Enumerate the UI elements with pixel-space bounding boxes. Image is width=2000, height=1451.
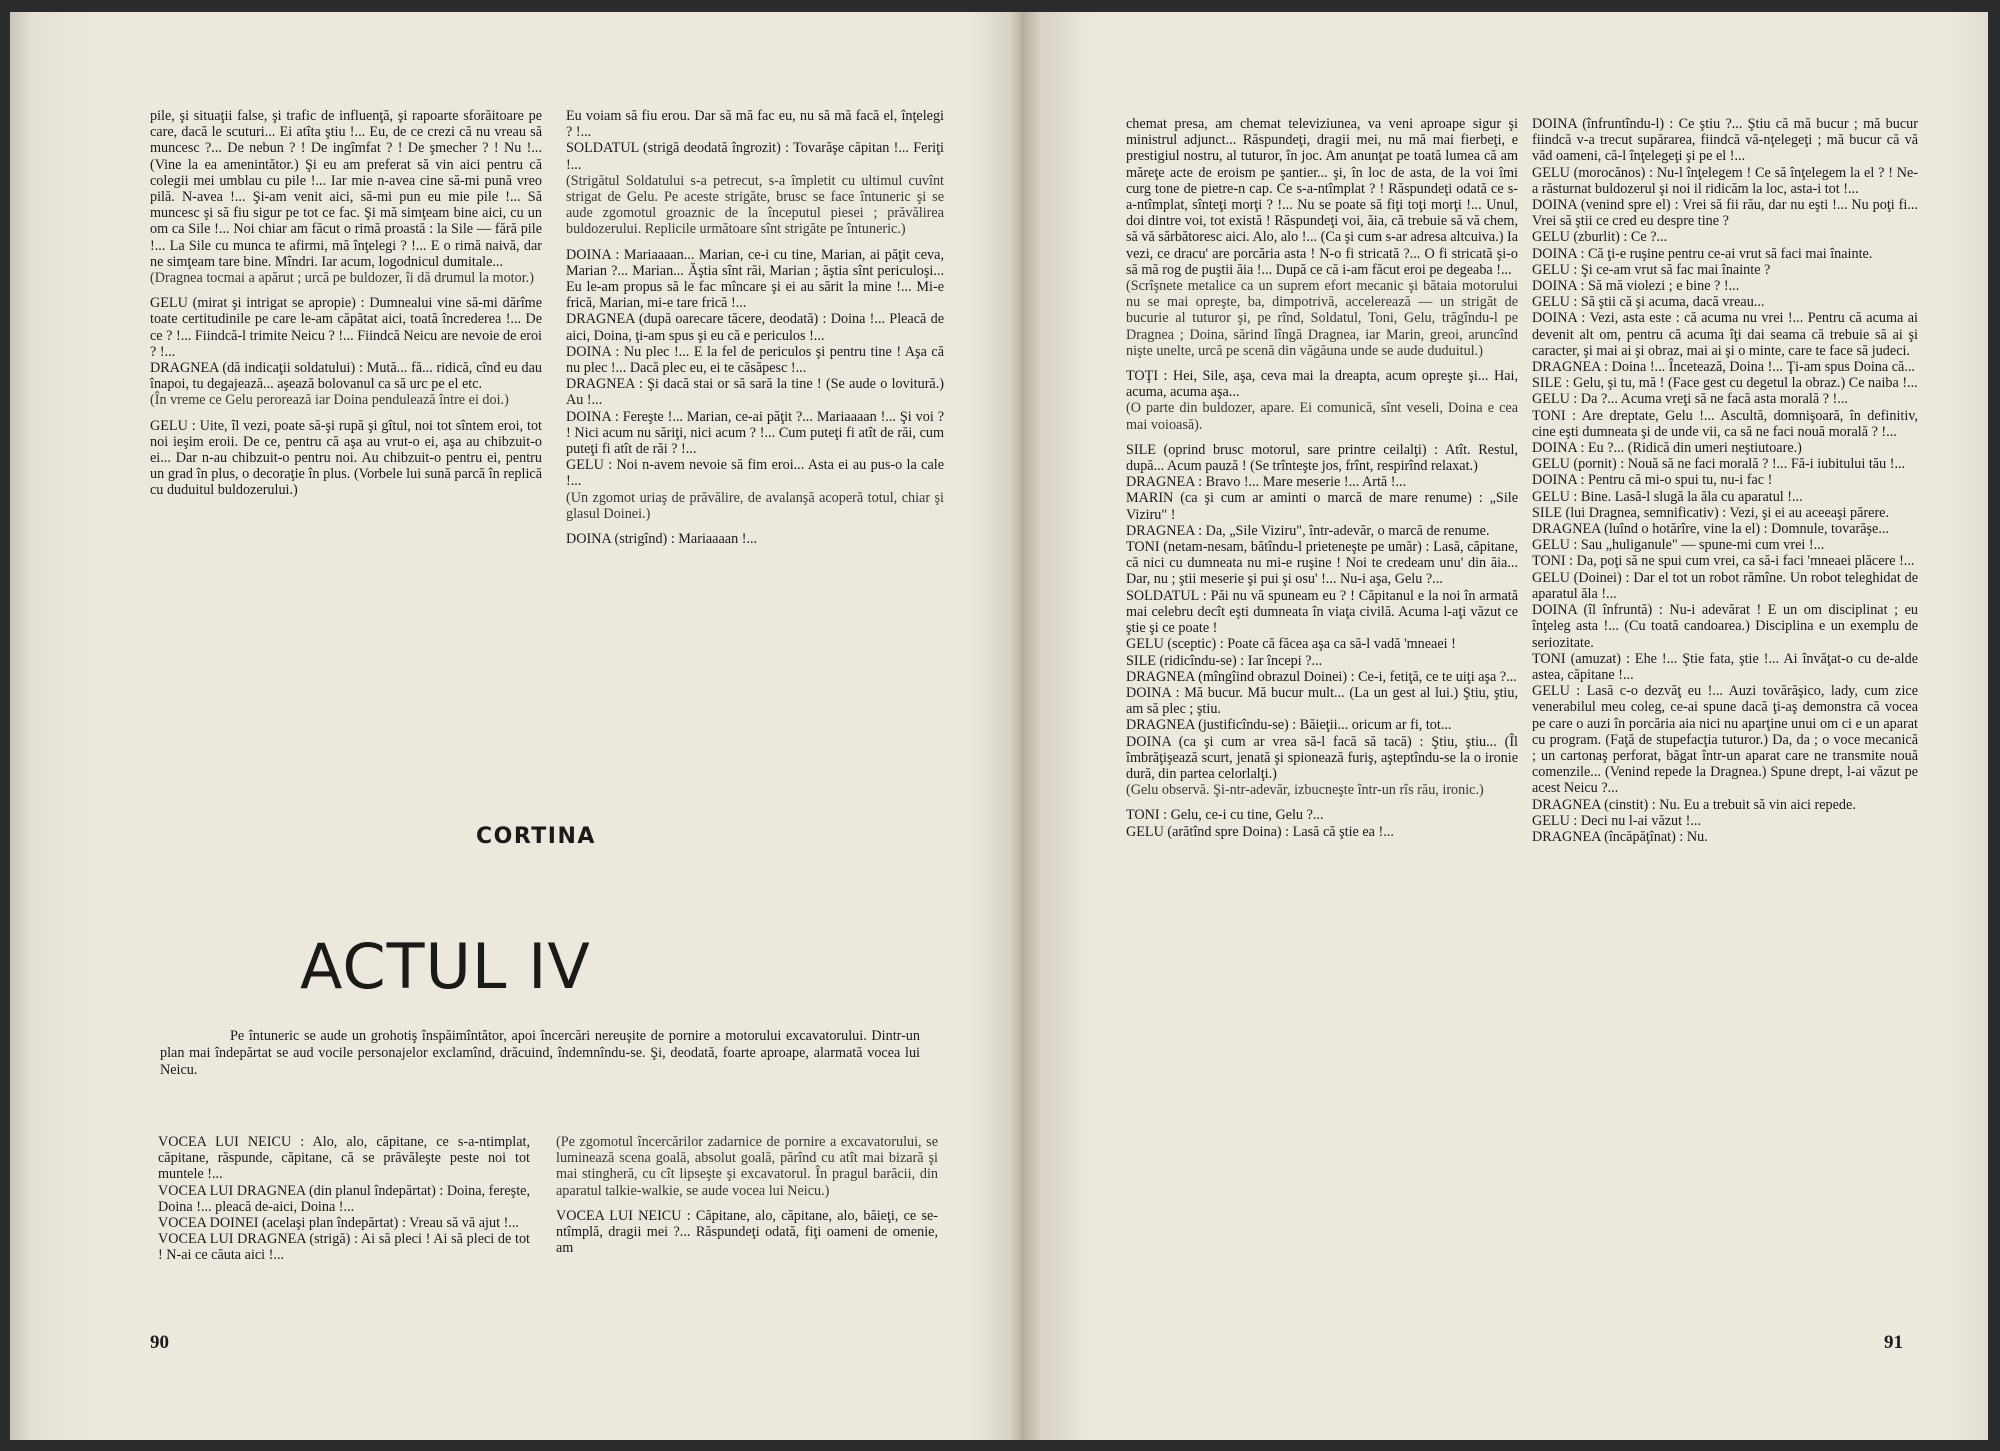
dialogue-paragraph: Eu voiam să fiu erou. Dar să mă fac eu, nu să mă facă el, înţelegi ? !... [566, 108, 944, 141]
dialogue-paragraph: TOŢI : Hei, Sile, aşa, ceva mai la dreapta, acum opreşte şi... Hai, acuma, acuma aşa... [1126, 368, 1518, 401]
dialogue-paragraph: DRAGNEA (luînd o hotărîre, vine la el) : Domnule, tovarăşe... [1532, 521, 1889, 538]
dialogue-paragraph: DOINA : Că ţi-e ruşine pentru ce-ai vrut să faci mai înainte. [1532, 245, 1873, 262]
dialogue-paragraph: GELU (mirat şi intrigat se apropie) : Dumnealui vine să-mi dărîme toate certitudinile pe care le-am căpătat aici, toată încrederea !... De ce ? !... Fiindcă-l trimite Neicu ? !... Fiindcă Neicu are nevoie de eroi ? !... [150, 295, 542, 360]
dialogue-paragraph: GELU (arătînd spre Doina) : Lasă că ştie ea !... [1126, 823, 1394, 840]
dialogue-paragraph: VOCEA LUI NEICU : Alo, alo, căpitane, ce s-a-ntimplat, căpitane, răspunde, căpitane, că se prăvăleşte peste noi tot muntele !... [158, 1134, 530, 1183]
dialogue-paragraph: GELU : Lasă c-o dezvăţ eu !... Auzi tovărăşico, lady, cum zice venerabilul meu coleg, ce-ai spune dacă ţi-aş demonstra că vocea pe care o auzi în porcăria aia nici nu aparţine unui om ci e un aparat cu program. (Faţă de stupefacţia tuturor.) Da, da ; o voce mecanică ; un cartonaş perforat, băgat într-un aparat care ne transmite nouă comenzile... (Venind repede la Dragnea.) Spune drept, l-ai văzut pe acest Neicu ?... [1532, 683, 1918, 797]
dialogue-paragraph: VOCEA LUI DRAGNEA (din planul îndepărtat) : Doina, fereşte, Doina !... pleacă de-aici, Doina !... [158, 1182, 530, 1215]
left-column-1 [150, 108, 542, 499]
right-column-1 [1126, 116, 1518, 840]
dialogue-paragraph: DRAGNEA : Da, „Sile Viziru", într-adevăr, o marcă de renume. [1126, 522, 1490, 539]
right-page [1022, 12, 1988, 1440]
left-column-4 [556, 1134, 938, 1256]
dialogue-paragraph: chemat presa, am chemat televiziunea, va veni aproape sigur şi ministrul adjunct... Răspundeţi, dragii mei, nu mă mai fierbeţi, e prestigiul nostru, al tuturor, în joc. Am anunţat pe toată lumea că am măreţe acte de eroism pe şantier... şi, în loc de asta, de la voi îmi curg tone de pietre-n cap. Ce s-a-ntîmplat ? ! Răspundeţi odată ce s-a-ntîmplat, sînteţi morţi ? !... Nu se poate să fiţi toţi morţi !... Unul, doi dintre voi, tot există ! Răspundeţi voi, ăia, că trebuie să vă chem, să vă sărbătoresc aici. Alo, alo !... (Ca şi cum s-ar adresa altcuiva.) Ia vezi, ce dracu' are porcăria asta ! N-o fi stricată ?... O fi stricată şi-o să mă rog de puştii ăia !... După ce că i-am făcut eroi pe degeaba !... [1126, 116, 1518, 278]
dialogue-paragraph: DOINA : Eu ?... (Ridică din umeri neştiutoare.) [1532, 440, 1802, 457]
book-spread [10, 12, 1988, 1440]
dialogue-paragraph: GELU (morocănos) : Nu-l înţelegem ! Ce să înţelegem la el ? ! Ne-a răsturnat buldozerul şi noi il ridicăm la loc, asta-i tot !... [1532, 164, 1918, 197]
dialogue-paragraph: TONI : Da, poţi să ne spui cum vrei, ca să-i faci 'mneaei plăcere !... [1532, 553, 1915, 570]
dialogue-paragraph: DRAGNEA (cinstit) : Nu. Eu a trebuit să vin aici repede. [1532, 796, 1856, 813]
dialogue-paragraph: SOLDATUL : Păi nu vă spuneam eu ? ! Căpitanul e la noi în armată mai celebru decît eşti dumneata în viaţa civilă. Acuma l-aţi văzut ce ştie şi ce poate ! [1126, 587, 1518, 637]
dialogue-paragraph: GELU : Da ?... Acuma vreţi să ne facă asta morală ? !... [1532, 391, 1848, 408]
stage-direction: (Scrîşnete metalice ca un suprem efort mecanic şi bătaia motorului nu se mai opreşte, ba, dimpotrivă, accelerează — un strigăt de bucurie al tuturor şi, pe rînd, Soldatul, Toni, Gelu, trăgîndu-l pe Dragnea ; Doina, sărind lîngă Dragnea, iar Marin, greoi, aruncînd nişte unelte, urcă pe scenă din văgăuna unde se aude duduitul.) [1126, 278, 1518, 359]
dialogue-paragraph: DRAGNEA : Bravo !... Mare meserie !... Artă !... [1126, 474, 1407, 491]
dialogue-paragraph: DRAGNEA : Şi dacă stai or să sară la tine ! (Se aude o lovitură.) Au !... [566, 376, 944, 409]
dialogue-paragraph: GELU : Bine. Lasă-l slugă la ăla cu aparatul !... [1532, 488, 1803, 505]
dialogue-paragraph: SILE (ridicîndu-se) : Iar începi ?... [1126, 652, 1323, 669]
dialogue-paragraph: MARIN (ca şi cum ar aminti o marcă de mare renume) : „Sile Viziru" ! [1126, 490, 1518, 523]
dialogue-paragraph: VOCEA LUI DRAGNEA (strigă) : Ai să pleci ! Ai să pleci de tot ! N-ai ce căuta aici !... [158, 1231, 530, 1264]
dialogue-paragraph: GELU : Să ştii că şi acuma, dacă vreau... [1532, 294, 1765, 311]
stage-direction: (Dragnea tocmai a apărut ; urcă pe buldozer, îi dă drumul la motor.) [150, 270, 534, 287]
dialogue-paragraph: GELU : Noi n-avem nevoie să fim eroi... Asta ei au pus-o la cale !... [566, 457, 944, 490]
dialogue-paragraph: TONI : Are dreptate, Gelu !... Ascultă, domnişoară, în definitiv, cine eşti dumneata şi de unde vii, ca să ne faci nouă morală ? !... [1532, 407, 1918, 440]
dialogue-paragraph: GELU : Sau „huliganule" — spune-mi cum vrei !... [1532, 537, 1825, 554]
stage-direction: (O parte din buldozer, apare. Ei comunică, sînt veseli, Doina e cea mai voioasă). [1126, 400, 1518, 433]
dialogue-paragraph: DOINA (îl înfruntă) : Nu-i adevărat ! E un om disciplinat ; eu înţeleg asta !... (Cu toată candoarea.) Disciplina e un exemplu de seriozitate. [1532, 602, 1918, 651]
dialogue-paragraph: TONI (amuzat) : Ehe !... Ştie fata, ştie !... Ai învăţat-o cu de-alde astea, căpitane !... [1532, 650, 1918, 683]
dialogue-paragraph: DRAGNEA (mîngîind obrazul Doinei) : Ce-i, fetiţă, ce te uiţi aşa ?... [1126, 668, 1517, 685]
act-intro-stage-direction: Pe întuneric se aude un grohotiş înspăimîntător, apoi încercări nereuşite de pornire a motorului excavatorului. Dintr-un plan mai îndepărtat se aud vocile personajelor exclamînd, drăcuind, îndemnîndu-se. Şi, deodată, foarte aproape, alarmată vocea lui Neicu. [160, 1028, 920, 1078]
page-number-left: 90 [150, 1332, 169, 1353]
dialogue-paragraph: DOINA : Să mă violezi ; e bine ? !... [1532, 278, 1740, 295]
left-page [10, 12, 1022, 1440]
dialogue-paragraph: DRAGNEA : Doina !... Încetează, Doina !... Ţi-am spus Doina că... [1532, 359, 1915, 376]
dialogue-paragraph: TONI (netam-nesam, bătîndu-l prieteneşte pe umăr) : Lasă, căpitane, că nici cu dumneata nu mi-e ruşine ! Noi te credeam unu' din ăia... Dar, nu ; ştii meserie şi pui şi osu' !... Nu-i aşa, Gelu ?... [1126, 539, 1518, 588]
dialogue-paragraph: pile, şi situaţii false, şi trafic de influenţă, şi rapoarte sforăitoare pe care, dacă le scuturi... Ei atîta ştiu !... Eu, de ce crezi că nu vreau să muncesc ?... De nebun ? ! De ingîmfat ? ! De şmecher ? ! Nu !... (Vine la ea amenintător.) Şi eu am preferat să vin aici pentru că colegii mei umblau cu pile !... Iar mie n-avea cine să-mi pună vreo pilă. N-avea !... Şi-am venit aici, să-mi pun eu mie pile !... Să muncesc şi să fiu sigur pe tot ce fac. Şi mă simţeam bine aici, cu un om ca Sile !... Noi chiar am făcut o rimă proastă : la Sile — fără pile !... La Sile cu munca te afirmi, mă înţelegi ? !... E o rimă naivă, dar ne simţeam tare bine. Mîndri. Iar acum, logodnicul dumitale... [150, 108, 542, 270]
dialogue-paragraph: TONI : Gelu, ce-i cu tine, Gelu ?... [1126, 807, 1324, 824]
dialogue-paragraph: DOINA (ca şi cum ar vrea să-l facă să tacă) : Ştiu, ştiu... (Îl îmbrăţişează scurt, jenată şi spionează furiş, aşteptîndu-se la o ironie dură, din partea celorlalţi.) [1126, 733, 1518, 782]
dialogue-paragraph: DRAGNEA (după oarecare tăcere, deodată) : Doina !... Pleacă de aici, Doina, ţi-am spus şi eu că e periculos !... [566, 311, 944, 344]
dialogue-paragraph: SILE : Gelu, şi tu, mă ! (Face gest cu degetul la obraz.) Ce naiba !... [1532, 375, 1918, 392]
act-title: ACTUL IV [300, 930, 591, 1003]
dialogue-paragraph: GELU (Doinei) : Dar el tot un robot rămîne. Un robot teleghidat de aparatul ăla !... [1532, 569, 1918, 602]
dialogue-paragraph: DOINA : Pentru că mi-o spui tu, nu-i fac ! [1532, 472, 1773, 489]
dialogue-paragraph: VOCEA LUI NEICU : Căpitane, alo, căpitane, alo, băieţi, ce se-ntîmplă, dragii mei ?... Răspundeţi odată, fiţi oameni de omenie, am [556, 1207, 938, 1257]
dialogue-paragraph: DOINA : Mariaaaan... Marian, ce-i cu tine, Marian, ai păţit ceva, Marian ?... Marian... Ăştia sînt răi, Marian ; ăştia sînt periculoşi... Eu le-am propus să le fac mîncare şi ei au sărit la mine !... Mi-e frică, Marian, mi-e tare frică !... [566, 246, 944, 312]
stage-direction: (În vreme ce Gelu perorează iar Doina pendulează între ei doi.) [150, 392, 509, 409]
dialogue-paragraph: SILE (oprind brusc motorul, sare printre ceilalţi) : Atît. Restul, după... Acum pauză ! (Se trînteşte jos, frînt, respirînd relaxat.) [1126, 441, 1518, 475]
dialogue-paragraph: DOINA : Nu plec !... E la fel de periculos şi pentru tine ! Aşa că nu plec !... Dacă plec eu, ei te căsăpesc !... [566, 343, 944, 377]
dialogue-paragraph: GELU : Uite, îl vezi, poate să-şi rupă şi gîtul, noi tot sîntem eroi, tot noi ieşim eroii. De ce, pentru că aşa au vrut-o ei, aşa au chibzuit-o ei... Dar n-au chibzuit-o pentru noi. Au chibzuit-o pentru ei, pentru un grad în plus, o decoraţie în plus. (Vorbele lui sună parcă în replică cu duduitul buldozerului.) [150, 417, 542, 499]
dialogue-paragraph: GELU (sceptic) : Poate că făcea aşa ca să-l vadă 'mneaei ! [1126, 636, 1456, 653]
right-column-2 [1532, 116, 1918, 845]
stage-direction: (Gelu observă. Şi-ntr-adevăr, izbucneşte într-un rîs rău, ironic.) [1126, 782, 1484, 799]
curtain-heading: CORTINA [476, 824, 596, 849]
dialogue-paragraph: DOINA (strigînd) : Mariaaaan !... [566, 531, 758, 548]
dialogue-paragraph: SILE (lui Dragnea, semnificativ) : Vezi, şi ei au aceeaşi părere. [1532, 504, 1890, 521]
dialogue-paragraph: VOCEA DOINEI (acelaşi plan îndepărtat) : Vreau să vă ajut !... [158, 1215, 519, 1232]
page-number-right: 91 [1884, 1332, 1903, 1353]
stage-direction: (Pe zgomotul încercărilor zadarnice de pornire a excavatorului, se luminează scena goală, absolut goală, părînd cu atît mai bizară şi mai stingheră, cu cît lipseşte şi excavatorul. În pragul barăcii, din aparatul talkie-walkie, se aude vocea lui Neicu.) [556, 1134, 938, 1199]
stage-direction: (Un zgomot uriaş de prăvălire, de avalanşă acoperă totul, chiar şi glasul Doinei.) [566, 489, 944, 522]
dialogue-paragraph: DRAGNEA (justificîndu-se) : Băieţii... oricum ar fi, tot... [1126, 717, 1452, 734]
left-column-2 [566, 108, 944, 547]
dialogue-paragraph: SOLDATUL (strigă deodată îngrozit) : Tovarăşe căpitan !... Feriţi !... [566, 140, 944, 173]
dialogue-paragraph: GELU : Deci nu l-ai văzut !... [1532, 812, 1702, 829]
dialogue-paragraph: GELU (zburlit) : Ce ?... [1532, 229, 1668, 246]
dialogue-paragraph: DOINA (venind spre el) : Vrei să fii rău, dar nu eşti !... Nu poţi fi... Vrei să ştii ce cred eu despre tine ? [1532, 197, 1918, 230]
dialogue-paragraph: GELU (pornit) : Nouă să ne faci morală ? !... Fă-i iubitului tău !... [1532, 456, 1906, 473]
left-column-3 [158, 1134, 530, 1264]
dialogue-paragraph: DOINA : Mă bucur. Mă bucur mult... (La un gest al lui.) Ştiu, ştiu, am să plec ; ştiu. [1126, 684, 1518, 718]
dialogue-paragraph: DRAGNEA (încăpăţînat) : Nu. [1532, 828, 1708, 845]
dialogue-paragraph: GELU : Şi ce-am vrut să fac mai înainte ? [1532, 261, 1771, 278]
dialogue-paragraph: DRAGNEA (dă indicaţii soldatului) : Mută... fă... ridică, cînd eu dau înapoi, tu degajează... aşează bolovanul ca să urc pe el etc. [150, 360, 542, 393]
dialogue-paragraph: DOINA : Vezi, asta este : că acuma nu vrei !... Pentru că acuma ai devenit alt om, pentru că acuma îţi dai seama că trebuie să ai şi caracter, şi mai ai şi obraz, mai ai şi o minte, care te face să judeci. [1532, 310, 1918, 359]
dialogue-paragraph: DOINA : Fereşte !... Marian, ce-ai păţit ?... Mariaaaan !... Şi voi ? ! Nici acum nu săriţi, nici acum ? !... Cum puteţi fi atît de răi, cum puteţi fi atît de răi ? !... [566, 408, 944, 458]
dialogue-paragraph: DOINA (înfruntîndu-l) : Ce ştiu ?... Ştiu că mă bucur ; mă bucur fiindcă v-a trecut supărarea, fiindcă vă-nţelegeţi ; mă bucur că vă văd oameni, că-l înţelegeţi şi pe el !... [1532, 116, 1918, 165]
stage-direction: (Strigătul Soldatului s-a petrecut, s-a împletit cu ultimul cuvînt strigat de Gelu. Pe aceste strigăte, brusc se face întuneric şi se aude zgomotul groaznic de la începutul piesei ; prăvălirea buldozerului. Replicile următoare sînt strigăte pe întuneric.) [566, 172, 944, 238]
